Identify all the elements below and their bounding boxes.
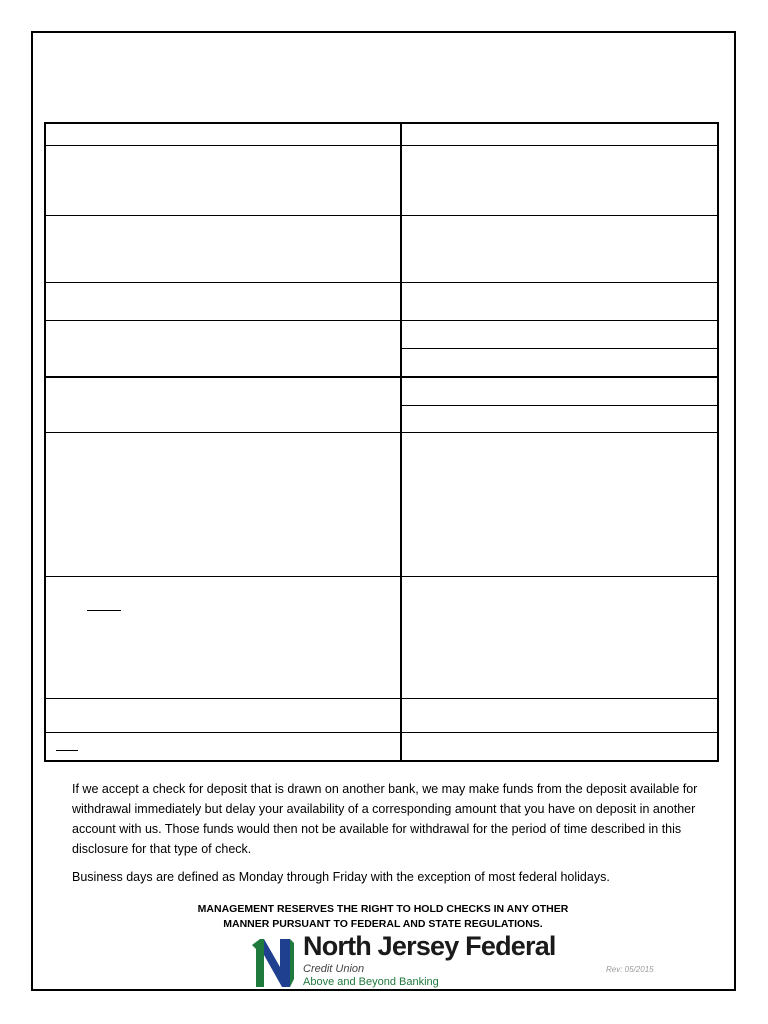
revision-date: Rev: 05/2015	[606, 965, 654, 974]
table-row	[46, 376, 717, 432]
underline-mark	[87, 610, 121, 611]
deposit-note-paragraph: If we accept a check for deposit that is drawn on another bank, we may make funds from the deposit available for withdrawal immediately but delay your availability of a corresponding amount that you have on deposit in another account with us. Those funds would then not be available for withdrawal for the period of time described in this disclosure for that type of check.	[72, 782, 698, 856]
brand-name: North Jersey Federal	[303, 931, 556, 961]
table-row	[46, 145, 717, 215]
table-row	[46, 215, 717, 282]
sub-row-divider	[400, 405, 717, 406]
table-row	[46, 698, 717, 732]
table-row	[46, 432, 717, 576]
business-days-paragraph: Business days are defined as Monday through Friday with the exception of most federal holidays.	[72, 870, 610, 884]
nj-logo-icon	[250, 937, 296, 989]
brand-tagline: Above and Beyond Banking	[303, 976, 439, 988]
management-notice	[150, 902, 616, 932]
management-notice-line: MANAGEMENT RESERVES THE RIGHT TO HOLD CHECKS IN ANY OTHER	[197, 903, 569, 915]
funds-availability-table	[44, 122, 719, 762]
table-row	[46, 282, 717, 320]
brand-subtitle: Credit Union	[303, 963, 365, 975]
table-row	[46, 732, 717, 762]
sub-row-divider	[400, 348, 717, 349]
credit-union-logo	[250, 931, 556, 991]
management-notice-line: MANNER PURSUANT TO FEDERAL AND STATE REGULATIONS.	[223, 918, 543, 930]
underline-mark	[56, 750, 78, 751]
table-row	[46, 576, 717, 698]
